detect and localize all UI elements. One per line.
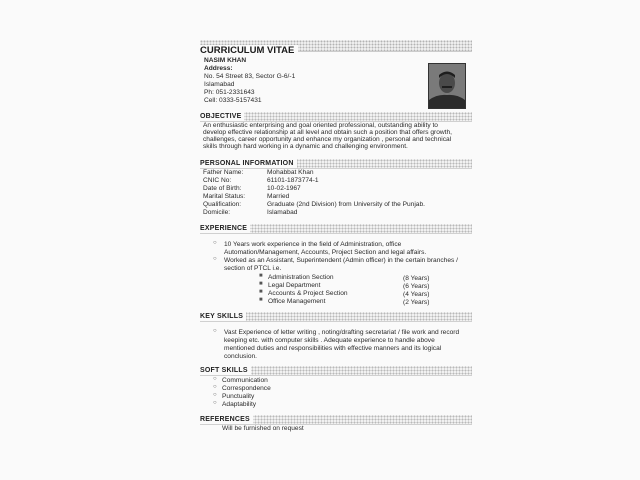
- objective-heading: OBJECTIVE: [200, 112, 472, 122]
- soft-skill-1: Communication: [222, 377, 268, 384]
- cell: Cell: 0333-5157431: [204, 97, 262, 104]
- role-1-name: Administration Section: [268, 274, 334, 281]
- objective-line-1: An enthusiastic enterprising and goal oriented professional, outstanding ability to: [203, 122, 438, 129]
- square-bullet-icon: ■: [259, 297, 263, 303]
- cnic-value: 61101-1873774-1: [267, 177, 319, 184]
- role-2-years: (6 Years): [403, 283, 430, 290]
- soft-skill-2: Correspondence: [222, 385, 271, 392]
- address-line-2: Islamabad: [204, 81, 235, 88]
- circle-bullet-icon: ○: [213, 240, 217, 246]
- address-label: Address:: [204, 65, 233, 72]
- cnic-label: CNIC No:: [203, 177, 232, 184]
- role-3-years: (4 Years): [403, 291, 430, 298]
- soft-skill-3: Punctuality: [222, 393, 255, 400]
- marital-status-label: Marital Status:: [203, 193, 246, 200]
- role-1-years: (8 Years): [403, 275, 430, 282]
- address-line-1: No. 54 Street 83, Sector G-6/-1: [204, 73, 296, 80]
- objective-line-4: skills through hard working in a dynamic and challenging environment.: [203, 143, 408, 150]
- role-4-name: Office Management: [268, 298, 326, 305]
- marital-status-value: Married: [267, 193, 290, 200]
- role-2-name: Legal Department: [268, 282, 321, 289]
- dob-value: 10-02-1967: [267, 185, 301, 192]
- experience-heading: EXPERIENCE: [200, 224, 472, 234]
- experience-item-1-line-1: 10 Years work experience in the field of Administration, office: [224, 241, 402, 248]
- profile-photo: [428, 63, 466, 109]
- experience-item-2-line-2: section of PTCL i.e.: [224, 265, 282, 272]
- key-skills-heading: KEY SKILLS: [200, 312, 472, 322]
- key-skills-line-1: Vast Experience of letter writing , noting/drafting secretariat / file work and record: [224, 329, 460, 336]
- qualification-value: Graduate (2nd Division) from University of the Punjab.: [267, 201, 425, 208]
- square-bullet-icon: ■: [259, 273, 263, 279]
- square-bullet-icon: ■: [259, 281, 263, 287]
- circle-bullet-icon: ○: [213, 400, 217, 406]
- square-bullet-icon: ■: [259, 289, 263, 295]
- circle-bullet-icon: ○: [213, 392, 217, 398]
- circle-bullet-icon: ○: [213, 384, 217, 390]
- dob-label: Date of Birth:: [203, 185, 242, 192]
- circle-bullet-icon: ○: [213, 328, 217, 334]
- soft-skills-heading: SOFT SKILLS: [200, 366, 472, 376]
- domicile-label: Domicile:: [203, 209, 231, 216]
- references-text: Will be furnished on request: [222, 425, 304, 432]
- objective-line-3: challenges, career opportunity and enhance my organization , personal and technical: [203, 136, 452, 143]
- references-heading: REFERENCES: [200, 415, 472, 425]
- objective-line-2: develop effective relationship at all level and obtain such a position that offers growth,: [203, 129, 453, 136]
- soft-skill-4: Adaptability: [222, 401, 257, 408]
- portrait-image: [429, 64, 465, 108]
- experience-item-1-line-2: Automation/Management, Accounts, Project Section and legal affairs.: [224, 249, 427, 256]
- domicile-value: Islamabad: [267, 209, 298, 216]
- role-3-name: Accounts & Project Section: [268, 290, 348, 297]
- cv-title: CURRICULUM VITAE: [200, 40, 472, 52]
- father-name-value: Mohabbat Khan: [267, 169, 314, 176]
- father-name-label: Father Name:: [203, 169, 244, 176]
- candidate-name: NASIM KHAN: [204, 57, 247, 64]
- circle-bullet-icon: ○: [213, 376, 217, 382]
- personal-info-heading: PERSONAL INFORMATION: [200, 159, 472, 169]
- circle-bullet-icon: ○: [213, 256, 217, 262]
- phone: Ph: 051-2331643: [204, 89, 255, 96]
- key-skills-line-2: keeping etc. with computer skills . Adequate experience to handle above: [224, 337, 435, 344]
- key-skills-line-3: mentioned duties and responsibilities with effective manners and its logical: [224, 345, 442, 352]
- key-skills-line-4: conclusion.: [224, 353, 257, 360]
- role-4-years: (2 Years): [403, 299, 430, 306]
- qualification-label: Qualification:: [203, 201, 242, 208]
- experience-item-2-line-1: Worked as an Assistant, Superintendent (Admin officer) in the certain branches /: [224, 257, 458, 264]
